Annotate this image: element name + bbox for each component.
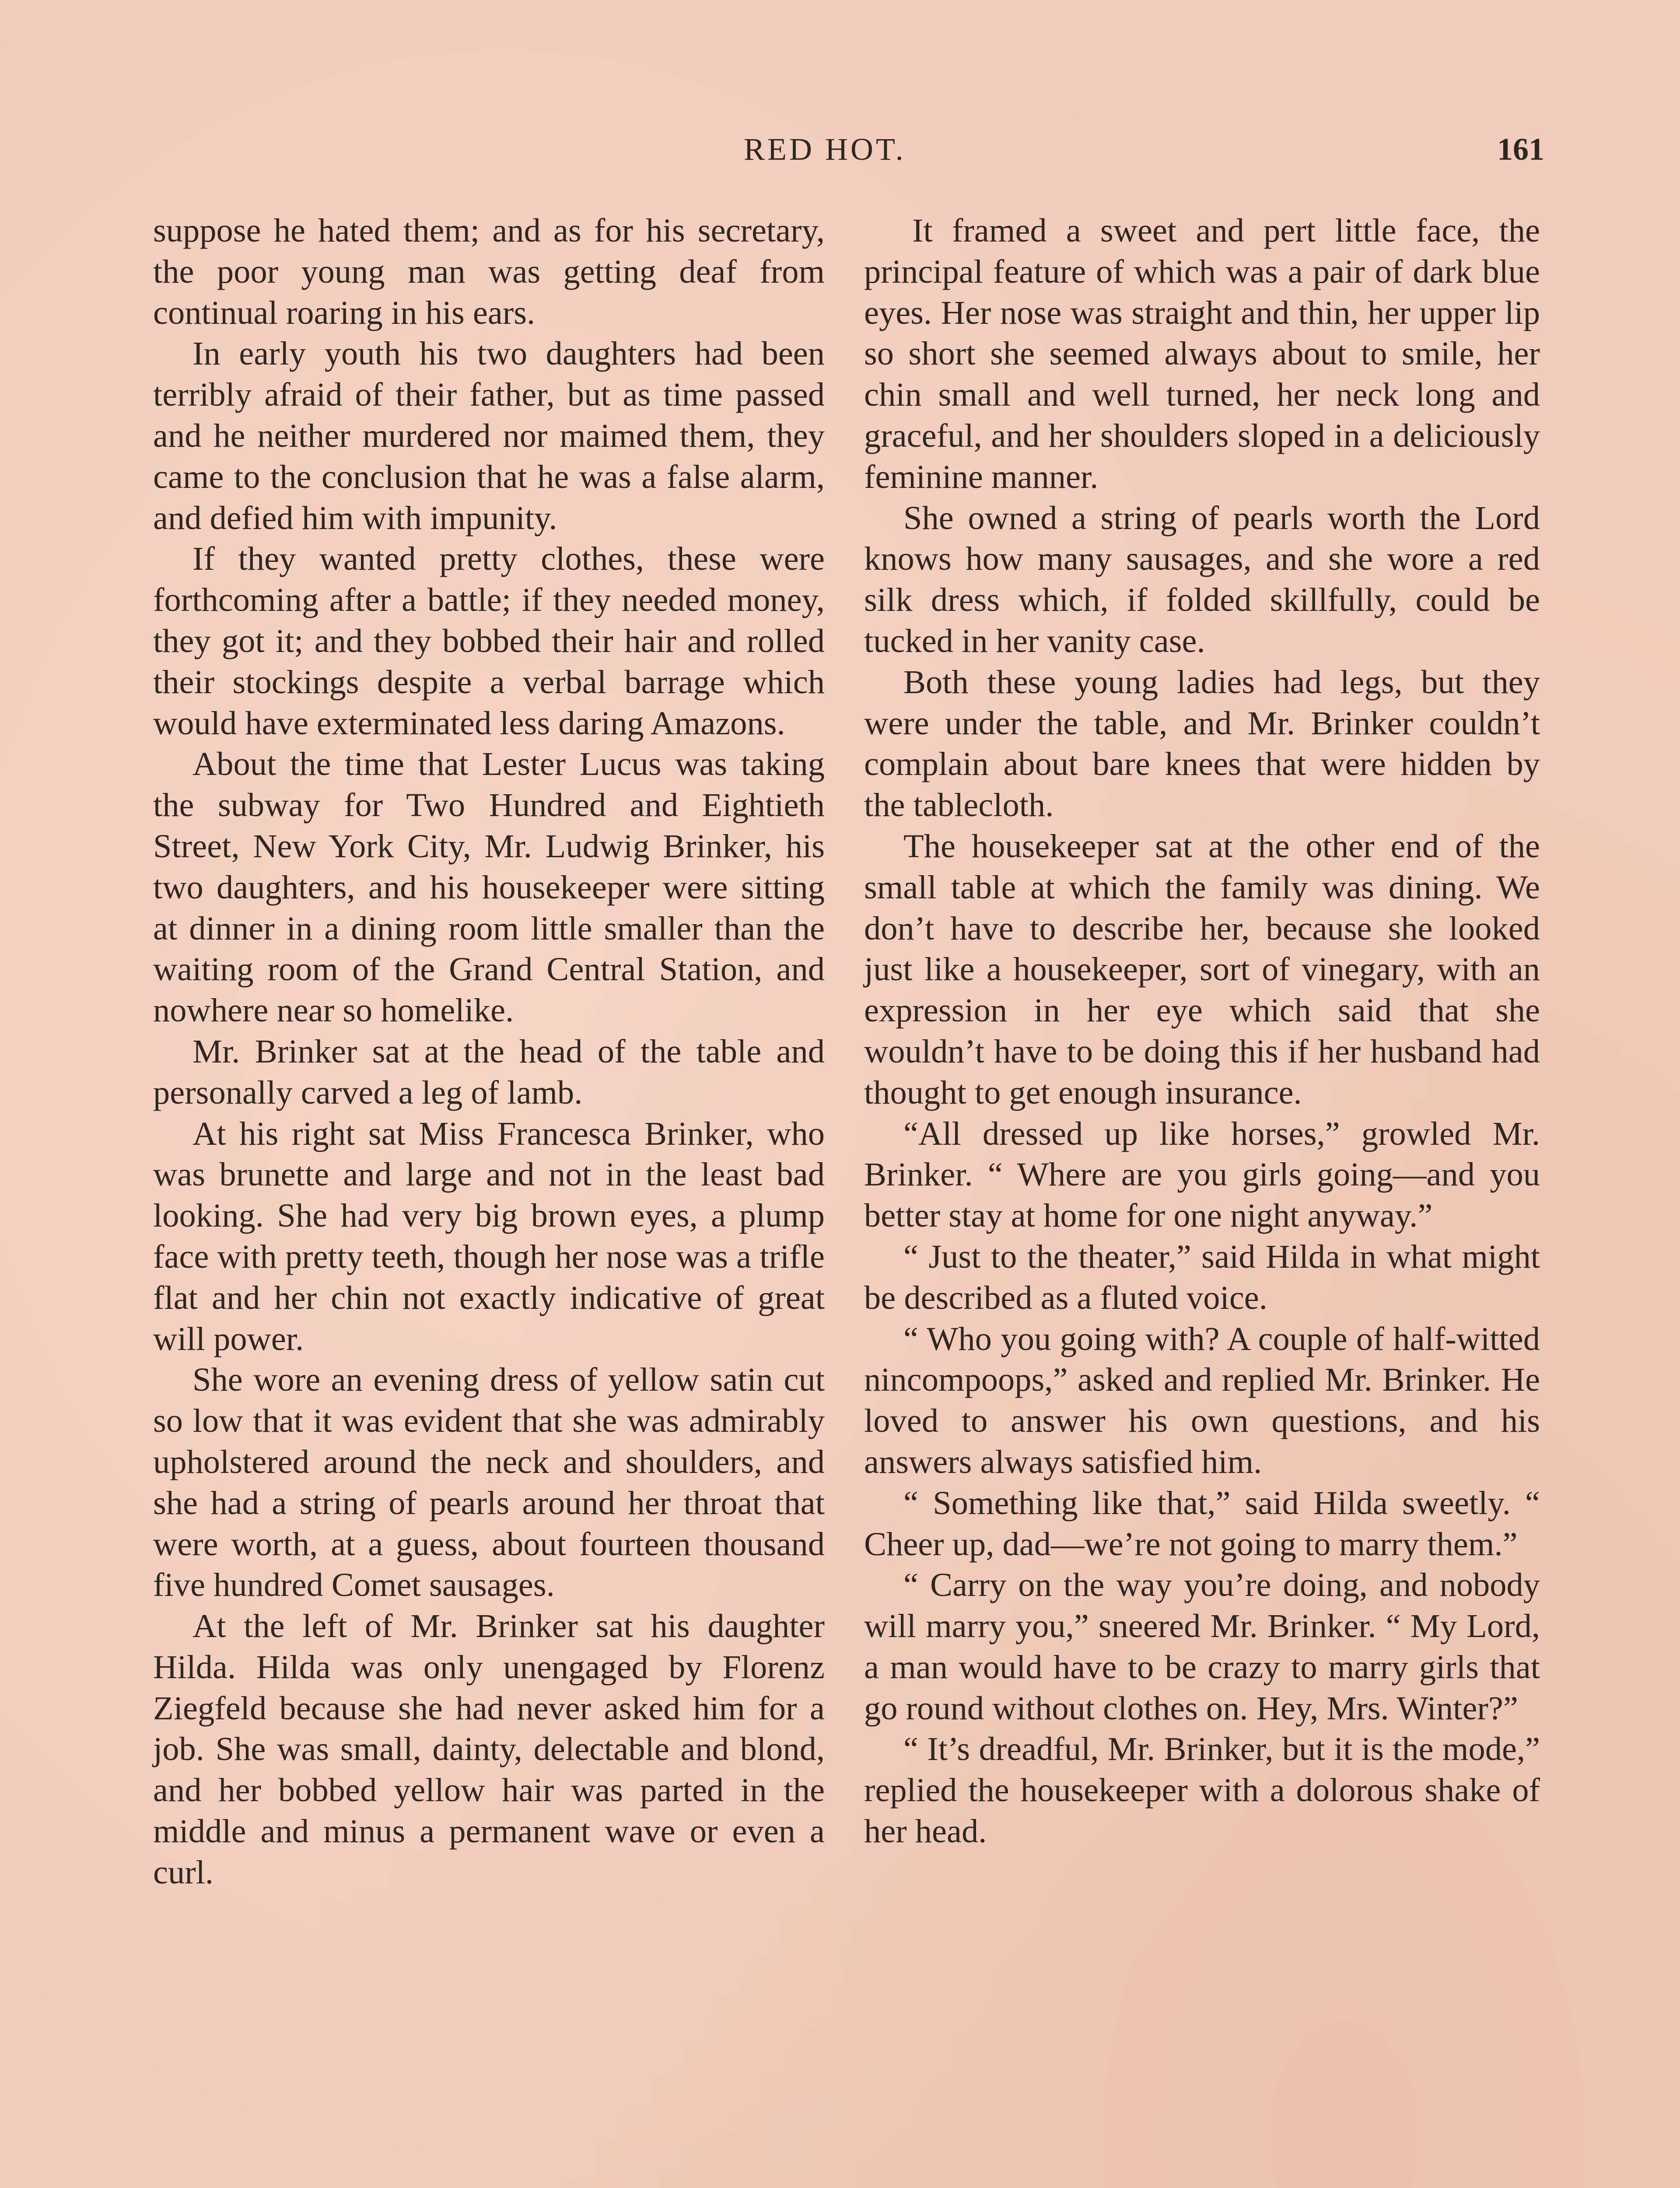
paragraph: About the time that Lester Lucus was taking the subway for Two Hundred and Eightieth Street, New York City, Mr. Ludwig Brinker, his two daughters, and his housekeeper were sitting at dinner in a dining room little smaller than the waiting room of the Grand Central Station, and nowhere near so homelike. xyxy=(153,745,825,1029)
paragraph: suppose he hated them; and as for his secretary, the poor young man was getting deaf from continual roaring in his ears. xyxy=(153,212,825,331)
paragraph: The housekeeper sat at the other end of the small table at which the family was dining. We don’t have to describe her, because she looked just like a housekeeper, sort of vinegary, with an expression in her eye which said that she wouldn’t have to be doing this if her husband had thought to get enough insurance. xyxy=(864,827,1540,1111)
left-column xyxy=(153,210,825,1893)
paragraph: “ Carry on the way you’re doing, and nobody will marry you,” sneered Mr. Brinker. “ My Lord, a man would have to be crazy to marry girls that go round without clothes on. Hey, Mrs. Winter?” xyxy=(864,1566,1540,1727)
paragraph: Mr. Brinker sat at the head of the table and personally carved a leg of lamb. xyxy=(153,1032,825,1111)
paragraph: At the left of Mr. Brinker sat his daughter Hilda. Hilda was only unengaged by Florenz Ziegfeld because she had never asked him for a job. She was small, dainty, delectable and blond, and her bobbed yellow hair was parted in the middle and minus a permanent wave or even a curl. xyxy=(153,1607,825,1891)
paragraph: If they wanted pretty clothes, these were forthcoming after a battle; if they needed money, they got it; and they bobbed their hair and rolled their stockings despite a verbal barrage which would have exterminated less daring Amazons. xyxy=(153,540,825,742)
right-column xyxy=(864,210,1540,1852)
paragraph: It framed a sweet and pert little face, the principal feature of which was a pair of dark blue eyes. Her nose was straight and thin, her upper lip so short she seemed always about to smile, her chin small and well turned, her neck long and graceful, and her shoulders sloped in a deliciously feminine manner. xyxy=(864,212,1540,495)
paragraph: “ It’s dreadful, Mr. Brinker, but it is the mode,” replied the housekeeper with a dolorous shake of her head. xyxy=(864,1730,1540,1850)
paragraph: “ Who you going with? A couple of half-witted nincompoops,” asked and replied Mr. Brinker. He loved to answer his own questions, and his answers always satisfied him. xyxy=(864,1320,1540,1480)
paragraph: “ Something like that,” said Hilda sweetly. “ Cheer up, dad—we’re not going to marry them.” xyxy=(864,1484,1540,1563)
paragraph: She wore an evening dress of yellow satin cut so low that it was evident that she was admirably upholstered around the neck and shoulders, and she had a string of pearls around her throat that were worth, at a guess, about fourteen thousand five hundred Comet sausages. xyxy=(153,1361,825,1604)
paragraph: She owned a string of pearls worth the Lord knows how many sausages, and she wore a red silk dress which, if folded skillfully, could be tucked in her vanity case. xyxy=(864,499,1540,659)
page-number: 161 xyxy=(1497,132,1544,167)
paragraph: Both these young ladies had legs, but they were under the table, and Mr. Brinker couldn’t complain about bare knees that were hidden by the tablecloth. xyxy=(864,663,1540,824)
paragraph: “ Just to the theater,” said Hilda in what might be described as a fluted voice. xyxy=(864,1238,1540,1316)
paragraph: “All dressed up like horses,” growled Mr. Brinker. “ Where are you girls going—and you better stay at home for one night anyway.” xyxy=(864,1115,1540,1234)
paragraph: In early youth his two daughters had been terribly afraid of their father, but as time passed and he neither murdered nor maimed them, they came to the conclusion that he was a false alarm, and defied him with impunity. xyxy=(153,335,825,536)
running-title: RED HOT. xyxy=(744,132,906,167)
paragraph: At his right sat Miss Francesca Brinker, who was brunette and large and not in the least bad looking. She had very big brown eyes, a plump face with pretty teeth, though her nose was a trifle flat and her chin not exactly indicative of great will power. xyxy=(153,1115,825,1357)
page-header xyxy=(0,131,1680,179)
